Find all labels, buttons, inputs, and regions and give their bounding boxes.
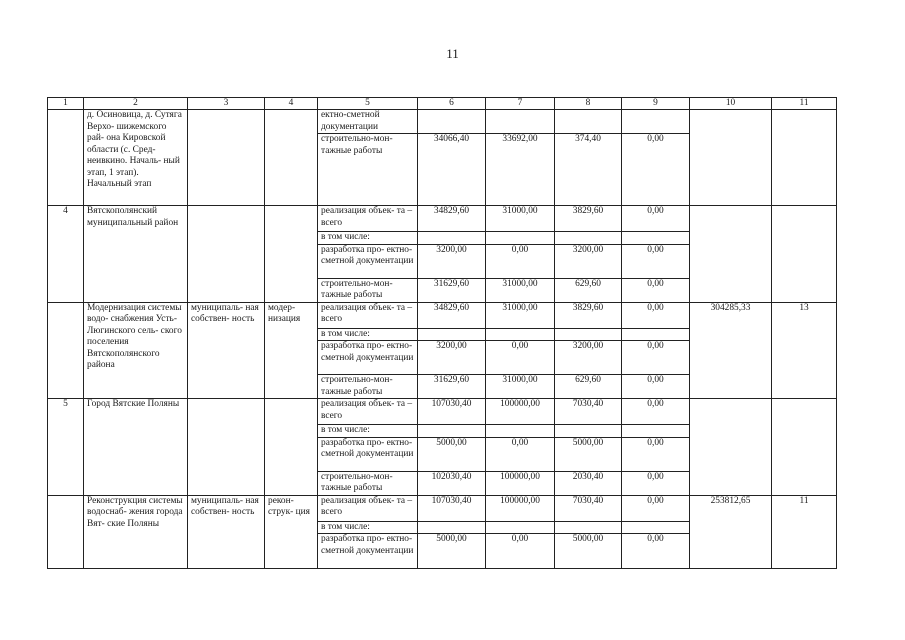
cell-local: 0,00 — [622, 495, 690, 521]
cell-work-type — [265, 206, 318, 303]
cell-federal — [486, 425, 555, 438]
cell-object-name: Реконструкция системы водоснаб- жения города Вят- ские Поляны — [84, 495, 188, 569]
col-header: 5 — [318, 98, 418, 110]
cell-capacity — [690, 206, 772, 303]
cell-total — [418, 521, 486, 534]
cell-work-type — [265, 399, 318, 496]
cell-total: 34066,40 — [418, 134, 486, 206]
cell-regional: 629,60 — [555, 375, 622, 399]
cell-total: 5000,00 — [418, 534, 486, 569]
cell-number — [48, 495, 84, 569]
cell-ownership: муниципаль- ная собствен- ность — [188, 302, 265, 399]
col-header: 1 — [48, 98, 84, 110]
cell-local: 0,00 — [622, 278, 690, 302]
cell-local — [622, 328, 690, 341]
cell-federal: 0,00 — [486, 244, 555, 278]
cell-total — [418, 425, 486, 438]
cell-local: 0,00 — [622, 437, 690, 471]
cell-number — [48, 110, 84, 206]
table-row — [48, 110, 837, 134]
cell-total: 107030,40 — [418, 495, 486, 521]
cell-local — [622, 425, 690, 438]
cell-regional — [555, 425, 622, 438]
cell-regional: 7030,40 — [555, 399, 622, 425]
cell-regional — [555, 110, 622, 134]
cell-ownership — [188, 399, 265, 496]
cell-federal: 31000,00 — [486, 375, 555, 399]
col-header: 3 — [188, 98, 265, 110]
cell-federal: 0,00 — [486, 534, 555, 569]
col-header: 2 — [84, 98, 188, 110]
cell-local: 0,00 — [622, 375, 690, 399]
cell-federal: 31000,00 — [486, 206, 555, 232]
col-header: 7 — [486, 98, 555, 110]
cell-work-stage: разработка про- ектно-сметной документации — [318, 534, 418, 569]
cell-work-stage: реализация объек- та – всего — [318, 302, 418, 328]
cell-ownership: муниципаль- ная собствен- ность — [188, 495, 265, 569]
cell-federal: 100000,00 — [486, 399, 555, 425]
cell-regional: 3829,60 — [555, 302, 622, 328]
cell-work-type — [265, 110, 318, 206]
cell-local: 0,00 — [622, 471, 690, 495]
cell-regional: 3200,00 — [555, 244, 622, 278]
cell-federal — [486, 232, 555, 245]
cell-federal — [486, 328, 555, 341]
cell-federal — [486, 521, 555, 534]
cell-federal: 33692,00 — [486, 134, 555, 206]
cell-regional: 5000,00 — [555, 437, 622, 471]
cell-total: 34829,60 — [418, 302, 486, 328]
col-header: 8 — [555, 98, 622, 110]
cell-regional: 374,40 — [555, 134, 622, 206]
cell-object-name: д. Осиновица, д. Сутяга Верхо- шижемского рай- она Кировской области (с. Сред- неивкино. Началь- ный этап, 1 этап). Начальный этап — [84, 110, 188, 206]
cell-local — [622, 232, 690, 245]
cell-local: 0,00 — [622, 206, 690, 232]
cell-total: 3200,00 — [418, 244, 486, 278]
cell-regional: 3200,00 — [555, 341, 622, 375]
col-header: 9 — [622, 98, 690, 110]
cell-work-stage: разработка про- ектно-сметной документации — [318, 437, 418, 471]
cell-capacity — [690, 110, 772, 206]
cell-federal: 100000,00 — [486, 471, 555, 495]
cell-regional: 5000,00 — [555, 534, 622, 569]
cell-total: 102030,40 — [418, 471, 486, 495]
cell-year: 11 — [772, 495, 837, 569]
header-row — [48, 98, 837, 110]
cell-regional — [555, 328, 622, 341]
cell-year — [772, 206, 837, 303]
cell-total: 31629,60 — [418, 278, 486, 302]
cell-work-stage: реализация объек- та – всего — [318, 206, 418, 232]
cell-local: 0,00 — [622, 302, 690, 328]
cell-total — [418, 328, 486, 341]
cell-work-type: модер- низация — [265, 302, 318, 399]
table-row — [48, 206, 837, 232]
cell-total — [418, 110, 486, 134]
col-header: 11 — [772, 98, 837, 110]
cell-total: 5000,00 — [418, 437, 486, 471]
cell-number — [48, 302, 84, 399]
cell-capacity — [690, 399, 772, 496]
cell-work-stage: ектно-сметной документации — [318, 110, 418, 134]
cell-regional: 7030,40 — [555, 495, 622, 521]
cell-regional — [555, 232, 622, 245]
cell-year — [772, 110, 837, 206]
cell-local: 0,00 — [622, 399, 690, 425]
cell-local: 0,00 — [622, 244, 690, 278]
page-number: 11 — [446, 46, 459, 61]
cell-regional: 629,60 — [555, 278, 622, 302]
cell-number: 5 — [48, 399, 84, 496]
cell-local — [622, 521, 690, 534]
cell-work-stage: в том числе: — [318, 425, 418, 438]
cell-capacity: 253812,65 — [690, 495, 772, 569]
cell-work-stage: в том числе: — [318, 521, 418, 534]
cell-local — [622, 110, 690, 134]
cell-work-stage: реализация объек- та – всего — [318, 399, 418, 425]
cell-work-stage: разработка про- ектно-сметной документации — [318, 244, 418, 278]
cell-regional: 3829,60 — [555, 206, 622, 232]
col-header: 6 — [418, 98, 486, 110]
cell-work-stage: в том числе: — [318, 328, 418, 341]
cell-object-name: Вятскополянский муниципальный район — [84, 206, 188, 303]
cell-federal: 0,00 — [486, 437, 555, 471]
cell-work-stage: строительно-мон- тажные работы — [318, 278, 418, 302]
cell-year: 13 — [772, 302, 837, 399]
cell-total: 3200,00 — [418, 341, 486, 375]
cell-total — [418, 232, 486, 245]
cell-federal: 31000,00 — [486, 278, 555, 302]
funding-table — [47, 97, 837, 569]
cell-work-stage: в том числе: — [318, 232, 418, 245]
col-header: 10 — [690, 98, 772, 110]
cell-local: 0,00 — [622, 534, 690, 569]
cell-local: 0,00 — [622, 341, 690, 375]
cell-object-name: Город Вятские Поляны — [84, 399, 188, 496]
table-row — [48, 302, 837, 328]
cell-object-name: Модернизация системы водо- снабжения Усть- Люгинского сель- ского поселения Вятскополянского района — [84, 302, 188, 399]
cell-year — [772, 399, 837, 496]
cell-ownership — [188, 206, 265, 303]
cell-federal — [486, 110, 555, 134]
cell-local: 0,00 — [622, 134, 690, 206]
cell-ownership — [188, 110, 265, 206]
table-row — [48, 399, 837, 425]
cell-total: 107030,40 — [418, 399, 486, 425]
col-header: 4 — [265, 98, 318, 110]
cell-number: 4 — [48, 206, 84, 303]
cell-work-stage: строительно-мон- тажные работы — [318, 134, 418, 206]
cell-work-stage: разработка про- ектно-сметной документации — [318, 341, 418, 375]
cell-total: 31629,60 — [418, 375, 486, 399]
cell-federal: 31000,00 — [486, 302, 555, 328]
cell-federal: 0,00 — [486, 341, 555, 375]
cell-work-type: рекон- струк- ция — [265, 495, 318, 569]
cell-work-stage: строительно-мон- тажные работы — [318, 471, 418, 495]
cell-capacity: 304285,33 — [690, 302, 772, 399]
cell-total: 34829,60 — [418, 206, 486, 232]
cell-federal: 100000,00 — [486, 495, 555, 521]
cell-regional: 2030,40 — [555, 471, 622, 495]
cell-work-stage: строительно-мон- тажные работы — [318, 375, 418, 399]
cell-regional — [555, 521, 622, 534]
cell-work-stage: реализация объек- та – всего — [318, 495, 418, 521]
table-row — [48, 495, 837, 521]
